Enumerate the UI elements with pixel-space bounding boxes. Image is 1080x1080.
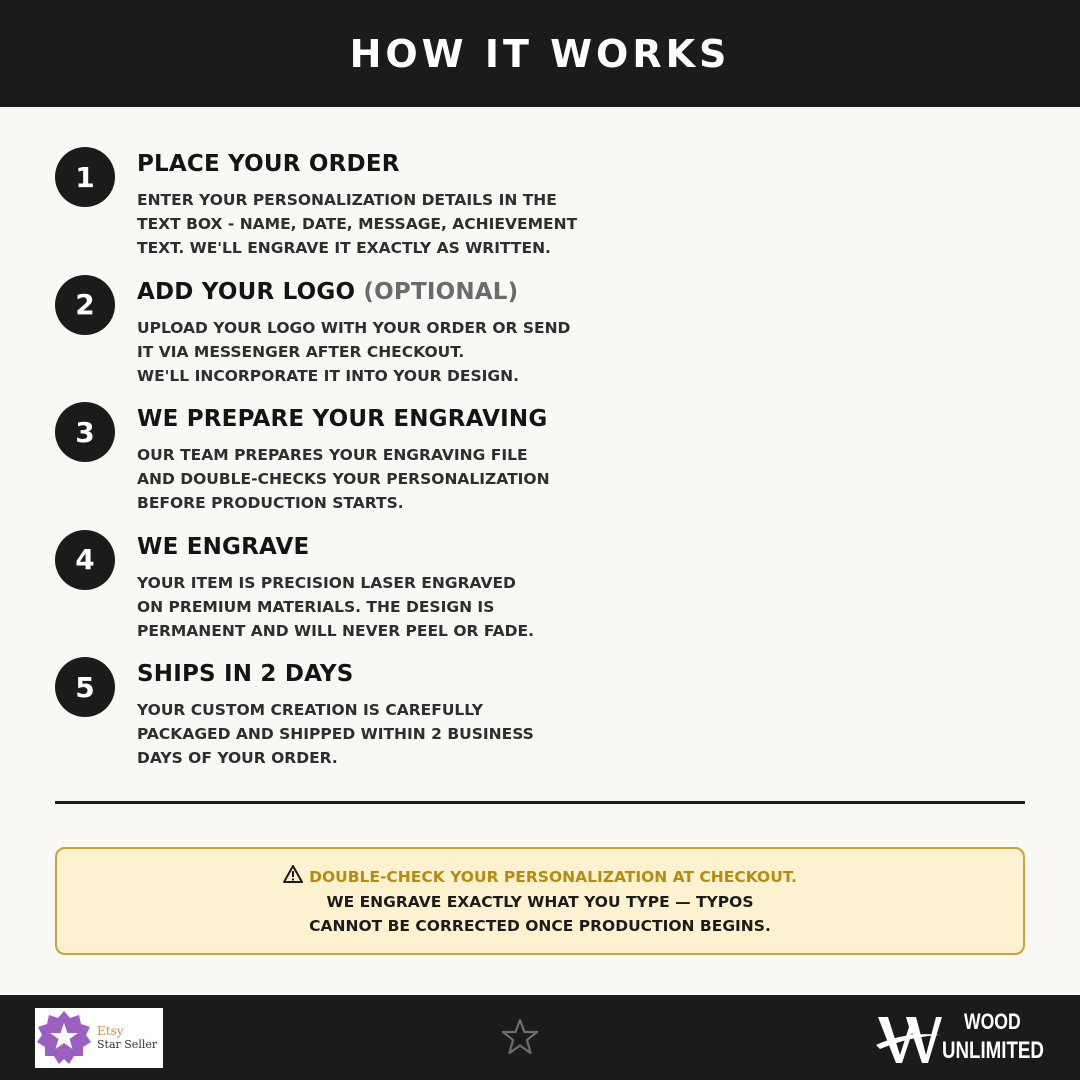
- step-2: [55, 275, 615, 403]
- step-number-badge: 5: [55, 657, 115, 717]
- brand-name-line1: WOOD: [964, 1009, 1021, 1034]
- star-outline-icon: [500, 1017, 540, 1057]
- step-number-badge: 4: [55, 530, 115, 590]
- step-4: [55, 530, 615, 658]
- step-description: UPLOAD YOUR LOGO WITH YOUR ORDER OR SEND IT VIA MESSENGER AFTER CHECKOUT. WE'LL INCORPORATE IT INTO YOUR DESIGN.: [137, 318, 571, 385]
- step-1: [55, 147, 615, 275]
- warning-text-line: WE ENGRAVE EXACTLY WHAT YOU TYPE — TYPOS: [326, 892, 754, 911]
- step-title: SHIPS IN 2 DAYS: [137, 661, 354, 687]
- step-title: ADD YOUR LOGO (OPTIONAL): [137, 278, 519, 305]
- page-title: HOW IT WORKS: [349, 31, 731, 76]
- step-description: ENTER YOUR PERSONALIZATION DETAILS IN THE TEXT BOX - NAME, DATE, MESSAGE, ACHIEVEMENT TEXT. WE'LL ENGRAVE IT EXACTLY AS WRITTEN.: [137, 191, 578, 257]
- warning-headline: DOUBLE-CHECK YOUR PERSONALIZATION AT CHECKOUT.: [283, 865, 797, 890]
- badge-subtitle: Star Seller: [97, 1038, 158, 1051]
- step-number-badge: 2: [55, 275, 115, 335]
- brand-logo: [876, 1007, 1056, 1067]
- warning-icon: [283, 865, 303, 890]
- steps-list: [55, 147, 615, 785]
- w-monogram-icon: [876, 1009, 942, 1065]
- brand-name-line2: UNLIMITED: [942, 1037, 1044, 1064]
- footer-bar: [0, 995, 1080, 1080]
- step-5: [55, 657, 615, 785]
- star-seller-icon: [35, 1009, 93, 1067]
- badge-brand: Etsy: [97, 1024, 124, 1038]
- step-number-badge: 3: [55, 402, 115, 462]
- step-description: YOUR CUSTOM CREATION IS CAREFULLY PACKAGED AND SHIPPED WITHIN 2 BUSINESS DAYS OF YOUR ORDER.: [137, 701, 534, 767]
- step-description: YOUR ITEM IS PRECISION LASER ENGRAVED ON PREMIUM MATERIALS. THE DESIGN IS PERMANENT AND WILL NEVER PEEL OR FADE.: [137, 573, 534, 640]
- step-number-badge: 1: [55, 147, 115, 207]
- section-divider: [55, 801, 1025, 804]
- etsy-star-seller-badge: [35, 1008, 163, 1068]
- optional-label: (OPTIONAL): [363, 278, 519, 305]
- step-3: [55, 402, 615, 530]
- step-title: WE PREPARE YOUR ENGRAVING: [137, 406, 548, 432]
- warning-text-line: CANNOT BE CORRECTED ONCE PRODUCTION BEGINS.: [309, 916, 771, 935]
- checkout-warning-box: [55, 847, 1025, 955]
- header-bar: [0, 0, 1080, 107]
- step-description: OUR TEAM PREPARES YOUR ENGRAVING FILE AND DOUBLE-CHECKS YOUR PERSONALIZATION BEFORE PRODUCTION STARTS.: [137, 446, 550, 512]
- step-title: PLACE YOUR ORDER: [137, 151, 400, 177]
- step-title: WE ENGRAVE: [137, 533, 310, 560]
